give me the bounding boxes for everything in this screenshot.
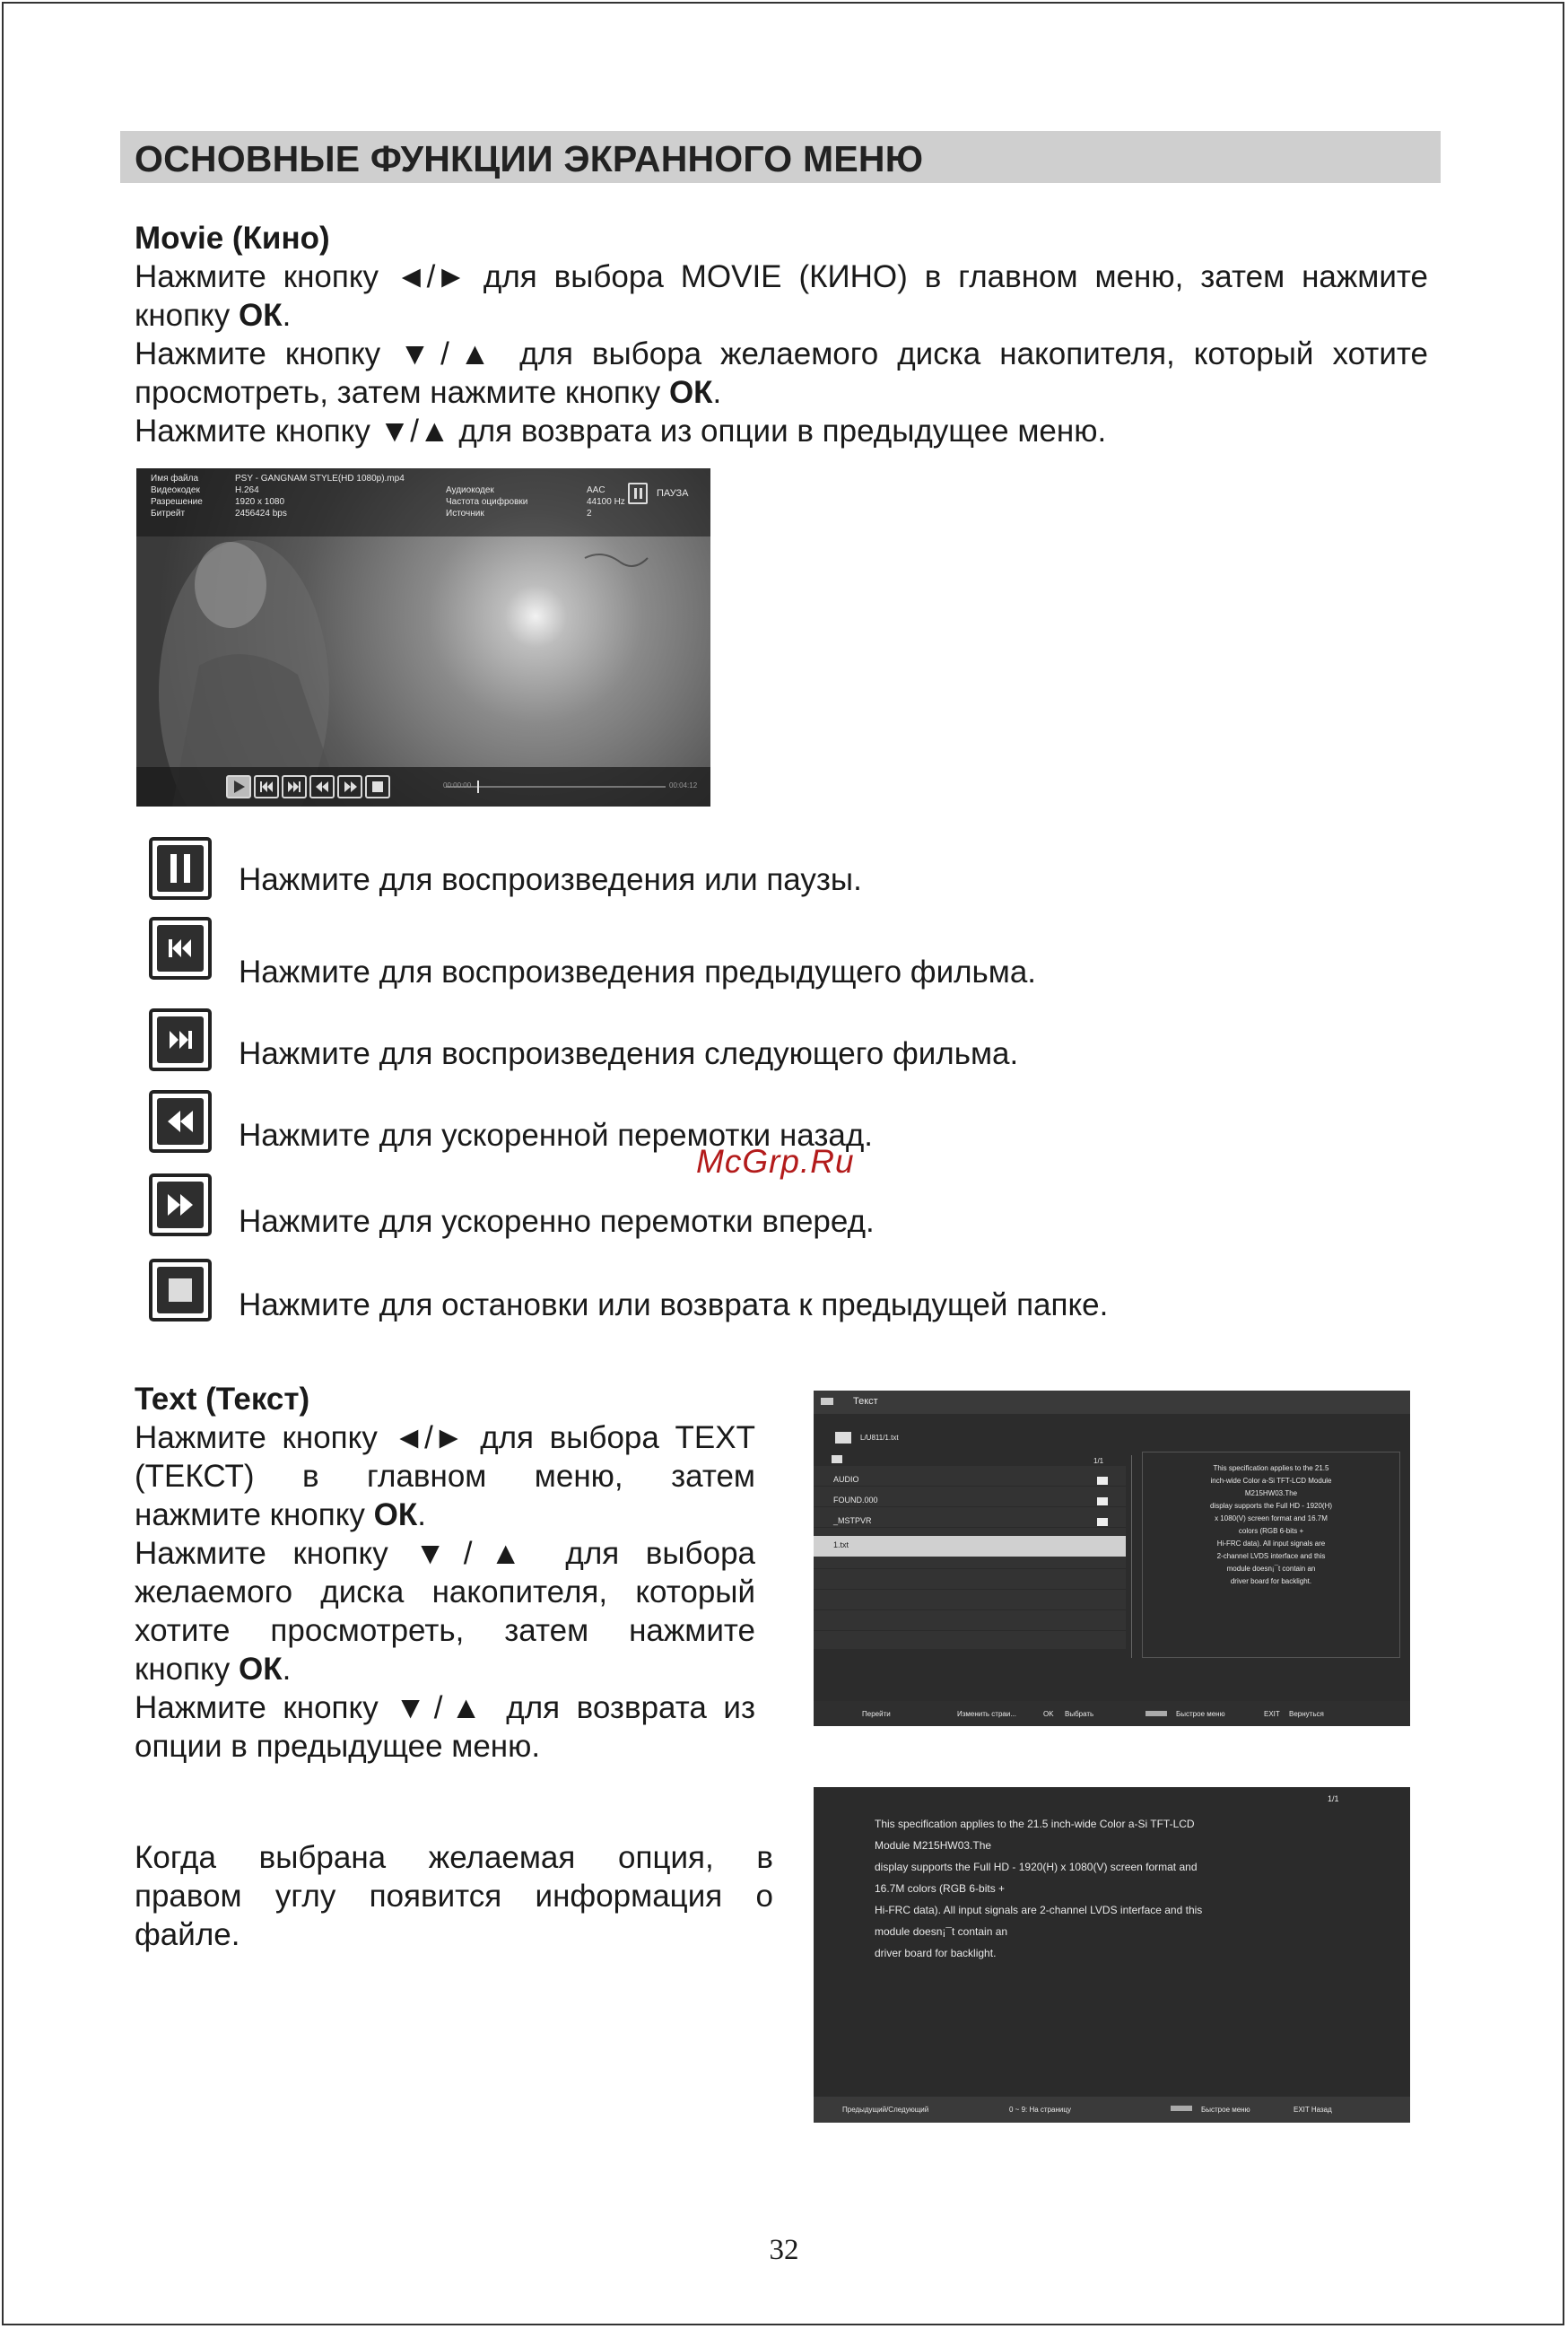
info-value: PSY - GANGNAM STYLE(HD 1080p).mp4: [235, 474, 405, 484]
viewer-line: display supports the Full HD - 1920(H) x 1080(V) screen format and: [875, 1861, 1198, 1873]
previous-icon: [157, 925, 204, 972]
viewer-page: 1/1: [1328, 1794, 1339, 1803]
info-label: Битрейт: [151, 509, 186, 519]
preview-line: display supports the Full HD - 1920(H): [1209, 1502, 1333, 1510]
footer-hint: Вернуться: [1289, 1710, 1324, 1718]
legend-text-next: Нажмите для воспроизведения следующего фильма.: [239, 1036, 1019, 1071]
text-line-2: (ТЕКСТ) в главном меню, затем: [135, 1459, 755, 1494]
viewer-line: This specification applies to the 21.5 inch-wide Color a-Si TFT-LCD: [875, 1818, 1195, 1830]
pause-icon: [157, 845, 204, 892]
text-viewer-screenshot: [814, 1787, 1410, 2123]
preview-line: inch-wide Color a-Si TFT-LCD Module: [1210, 1477, 1332, 1485]
browser-page: 1/1: [1093, 1457, 1104, 1465]
text-line-6: хотите просмотреть, затем нажмите: [135, 1613, 755, 1648]
footer-hint: Быстрое меню: [1176, 1710, 1225, 1718]
preview-line: 2-channel LVDS interface and this: [1216, 1552, 1326, 1560]
watermark: McGrp.Ru: [696, 1143, 855, 1180]
page-title: ОСНОВНЫЕ ФУНКЦИИ ЭКРАННОГО МЕНЮ: [135, 138, 924, 179]
section-header: [120, 131, 1441, 183]
legend-icon-frame: [149, 837, 212, 900]
file-list-selection: [814, 1536, 1126, 1557]
text-app-icon: [821, 1398, 833, 1405]
browser-titlebar: [814, 1391, 1410, 1414]
legend-text-pause: Нажмите для воспроизведения или паузы.: [239, 862, 862, 897]
text-line-5: желаемого диска накопителя, который: [135, 1574, 755, 1609]
preview-text: [1142, 1462, 1400, 1588]
preview-line: colors (RGB 6-bits +: [1238, 1527, 1304, 1535]
time-end: 00:04:12: [669, 781, 698, 789]
text-heading: Text (Текст): [135, 1382, 310, 1417]
legend-text-previous: Нажмите для воспроизведения предыдущего фильма.: [239, 955, 1037, 990]
browser-title: Текст: [853, 1396, 878, 1407]
text-line-9: опции в предыдущее меню.: [135, 1729, 541, 1764]
info-label: Разрешение: [151, 497, 203, 507]
text-line-7: кнопку ОК.: [135, 1652, 292, 1687]
preview-line: M215HW03.The: [1244, 1489, 1298, 1497]
text-browser-screenshot: [814, 1391, 1410, 1726]
info-paragraph-line-2: правом углу появится информация о: [135, 1879, 773, 1914]
footer-key: OK: [1043, 1710, 1054, 1718]
movie-line-1: Нажмите кнопку ◄/► для выбора MOVIE (КИНО) в главном меню, затем нажмите: [135, 259, 1428, 294]
footer-hint: Изменить страи...: [957, 1710, 1017, 1718]
movie-player-screenshot: [136, 468, 710, 807]
movie-line-4: просмотреть, затем нажмите кнопку ОК.: [135, 375, 722, 410]
legend-text-rewind: Нажмите для ускоренной перемотки назад.: [239, 1118, 874, 1153]
file-list: [814, 1466, 1126, 1649]
info-value: 2: [587, 509, 592, 519]
movie-heading: Movie (Кино): [135, 221, 330, 256]
footer-key: EXIT: [1264, 1710, 1280, 1718]
folder-icon: [1097, 1477, 1108, 1485]
legend-text-fast-forward: Нажмите для ускоренно перемотки вперед.: [239, 1204, 875, 1239]
info-label: Видеокодек: [151, 485, 200, 495]
time-start: 00:00:00: [443, 781, 472, 789]
stop-icon: [157, 1267, 204, 1313]
legend-text-stop: Нажмите для остановки или возврата к предыдущей папке.: [239, 1287, 1109, 1322]
footer-hint: Быстрое меню: [1201, 2106, 1250, 2114]
scrollbar[interactable]: [1131, 1455, 1137, 1658]
legend-icon-frame: [149, 1008, 212, 1071]
movie-line-3: Нажмите кнопку ▼/▲ для выбора желаемого диска накопителя, который хотите: [135, 336, 1428, 371]
text-line-4: Нажмите кнопку ▼/▲ для выбора: [135, 1536, 755, 1571]
preview-line: x 1080(V) screen format and 16.7M: [1215, 1514, 1328, 1522]
preview-line: module doesn¡¯t contain an: [1226, 1565, 1316, 1573]
legend-icon-frame: [149, 1173, 212, 1236]
footer-hint: Перейти: [862, 1710, 891, 1718]
file-item-selected[interactable]: 1.txt: [833, 1540, 849, 1549]
text-line-8: Нажмите кнопку ▼/▲ для возврата из: [135, 1690, 755, 1725]
info-label: Источник: [446, 509, 484, 519]
movie-line-2: кнопку ОК.: [135, 298, 292, 333]
viewer-line: 16.7M colors (RGB 6-bits +: [875, 1882, 1006, 1895]
footer-hint: 0 ~ 9: На страницу: [1009, 2106, 1071, 2114]
info-label: Частота оцифровки: [446, 497, 528, 507]
info-value: 1920 x 1080: [235, 497, 285, 507]
viewer-line: Hi-FRC data). All input signals are 2-channel LVDS interface and this: [875, 1904, 1203, 1916]
info-value: AAC: [587, 485, 605, 495]
info-paragraph-line-3: файле.: [135, 1917, 240, 1952]
rewind-icon: [157, 1098, 204, 1145]
browser-path: L/U811/1.txt: [860, 1434, 899, 1442]
viewer-line: driver board for backlight.: [875, 1947, 997, 1959]
file-item[interactable]: _MSTPVR: [833, 1516, 872, 1525]
folder-icon: [1097, 1518, 1108, 1526]
up-folder-icon[interactable]: [832, 1455, 842, 1463]
legend-icon-frame: [149, 1090, 212, 1153]
preview-line: Hi-FRC data). All input signals are: [1216, 1540, 1326, 1548]
info-value: 2456424 bps: [235, 509, 287, 519]
menu-key-icon: [1171, 2106, 1192, 2111]
info-label: Аудиокодек: [446, 485, 494, 495]
info-value: 44100 Hz: [587, 497, 625, 507]
footer-hint: Выбрать: [1065, 1710, 1094, 1718]
text-line-1: Нажмите кнопку ◄/► для выбора TEXT: [135, 1420, 755, 1455]
preview-line: driver board for backlight.: [1230, 1577, 1312, 1585]
footer-hint: Предыдущий/Следующий: [842, 2106, 929, 2114]
file-item[interactable]: FOUND.000: [833, 1496, 878, 1505]
folder-icon: [835, 1432, 851, 1444]
footer-hint: EXIT Назад: [1294, 2106, 1332, 2114]
legend-icon-frame: [149, 1259, 212, 1322]
status-text: ПАУЗА: [657, 488, 689, 499]
info-paragraph-line-1: Когда выбрана желаемая опция, в: [135, 1840, 773, 1875]
player-controls: [136, 468, 710, 807]
viewer-line: Module M215HW03.The: [875, 1839, 992, 1852]
text-line-3: нажмите кнопку ОК.: [135, 1497, 426, 1532]
preview-line: This specification applies to the 21.5: [1213, 1464, 1329, 1472]
fast-forward-icon: [157, 1182, 204, 1228]
file-item[interactable]: AUDIO: [833, 1475, 859, 1484]
info-value: H.264: [235, 485, 259, 495]
menu-key-icon: [1146, 1711, 1167, 1716]
movie-line-5: Нажмите кнопку ▼/▲ для возврата из опции в предыдущее меню.: [135, 414, 1107, 449]
next-icon: [157, 1016, 204, 1063]
page-number: 32: [769, 2234, 799, 2266]
viewer-line: module doesn¡¯t contain an: [875, 1925, 1008, 1938]
info-label: Имя файла: [151, 474, 199, 484]
folder-icon: [1097, 1497, 1108, 1505]
legend-icon-frame: [149, 917, 212, 980]
